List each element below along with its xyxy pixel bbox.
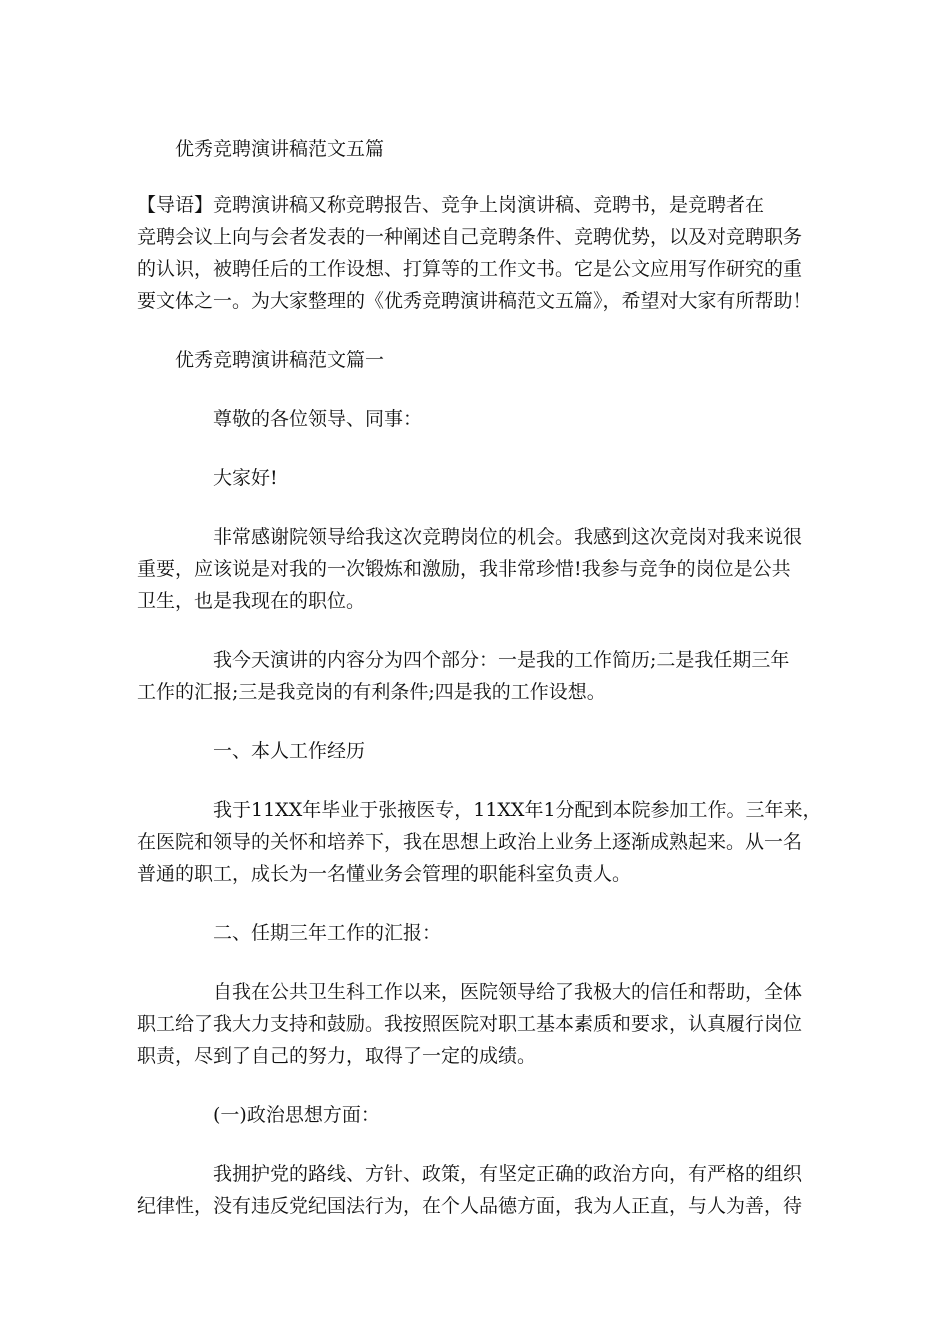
- intro-line: 的认识，被聘任后的工作设想、打算等的工作文书。它是公文应用写作研究的重: [137, 258, 803, 280]
- greeting-block: [137, 462, 819, 494]
- heading-report: 二、任期三年工作的汇报：: [213, 922, 442, 944]
- paragraph-political: [137, 1158, 819, 1222]
- section-title-block: [137, 344, 819, 376]
- paragraph-line: 非常感谢院领导给我这次竞聘岗位的机会。我感到这次竞岗对我来说很: [213, 526, 803, 548]
- paragraph-line: 重要，应该说是对我的一次锻炼和激励，我非常珍惜!我参与竞争的岗位是公共: [137, 558, 791, 580]
- paragraph-line: 卫生，也是我现在的职位。: [137, 590, 366, 612]
- paragraph-report: [137, 976, 819, 1072]
- section-title: 优秀竞聘演讲稿范文篇一: [175, 349, 385, 371]
- heading-work-history-block: [137, 735, 819, 767]
- paragraph-line: 普通的职工，成长为一名懂业务会管理的职能科室负责人。: [137, 863, 632, 885]
- paragraph-thanks: [137, 521, 819, 617]
- paragraph-work-history: [137, 794, 822, 890]
- heading-political: (一)政治思想方面：: [213, 1104, 380, 1126]
- document-body: [137, 133, 822, 1249]
- paragraph-line: 我拥护党的路线、方针、政策，有坚定正确的政治方向，有严格的组织: [213, 1163, 803, 1185]
- paragraph-line: 在医院和领导的关怀和培养下，我在思想上政治上业务上逐渐成熟起来。从一名: [137, 831, 803, 853]
- paragraph-line: 自我在公共卫生科工作以来，医院领导给了我极大的信任和帮助，全体: [213, 981, 803, 1003]
- intro-paragraph: [137, 189, 819, 317]
- heading-political-block: [137, 1099, 819, 1131]
- heading-work-history: 一、本人工作经历: [213, 740, 366, 762]
- salutation-block: [137, 403, 819, 435]
- document-title-block: [137, 133, 819, 165]
- paragraph-line: 职责，尽到了自己的努力，取得了一定的成绩。: [137, 1045, 537, 1067]
- paragraph-line: 纪律性，没有违反党纪国法行为，在个人品德方面，我为人正直，与人为善，待: [137, 1195, 803, 1217]
- intro-line: 要文体之一。为大家整理的《优秀竞聘演讲稿范文五篇》，希望对大家有所帮助！: [137, 290, 812, 312]
- document-title: 优秀竞聘演讲稿范文五篇: [175, 138, 385, 160]
- intro-line: 竞聘会议上向与会者发表的一种阐述自己竞聘条件、竞聘优势，以及对竞聘职务: [137, 226, 803, 248]
- greeting: 大家好!: [213, 467, 278, 489]
- heading-report-block: [137, 917, 819, 949]
- intro-line: 【导语】竞聘演讲稿又称竞聘报告、竞争上岗演讲稿、竞聘书，是竞聘者在: [137, 194, 765, 216]
- paragraph-line: 我今天演讲的内容分为四个部分：一是我的工作简历;二是我任期三年: [213, 649, 790, 671]
- paragraph-outline: [137, 644, 819, 708]
- paragraph-line: 工作的汇报;三是我竞岗的有利条件;四是我的工作设想。: [137, 681, 606, 703]
- paragraph-line: 职工给了我大力支持和鼓励。我按照医院对职工基本素质和要求，认真履行岗位: [137, 1013, 803, 1035]
- paragraph-line: 我于11XX年毕业于张掖医专，11XX年1分配到本院参加工作。三年来，: [213, 799, 822, 821]
- salutation: 尊敬的各位领导、同事：: [213, 408, 423, 430]
